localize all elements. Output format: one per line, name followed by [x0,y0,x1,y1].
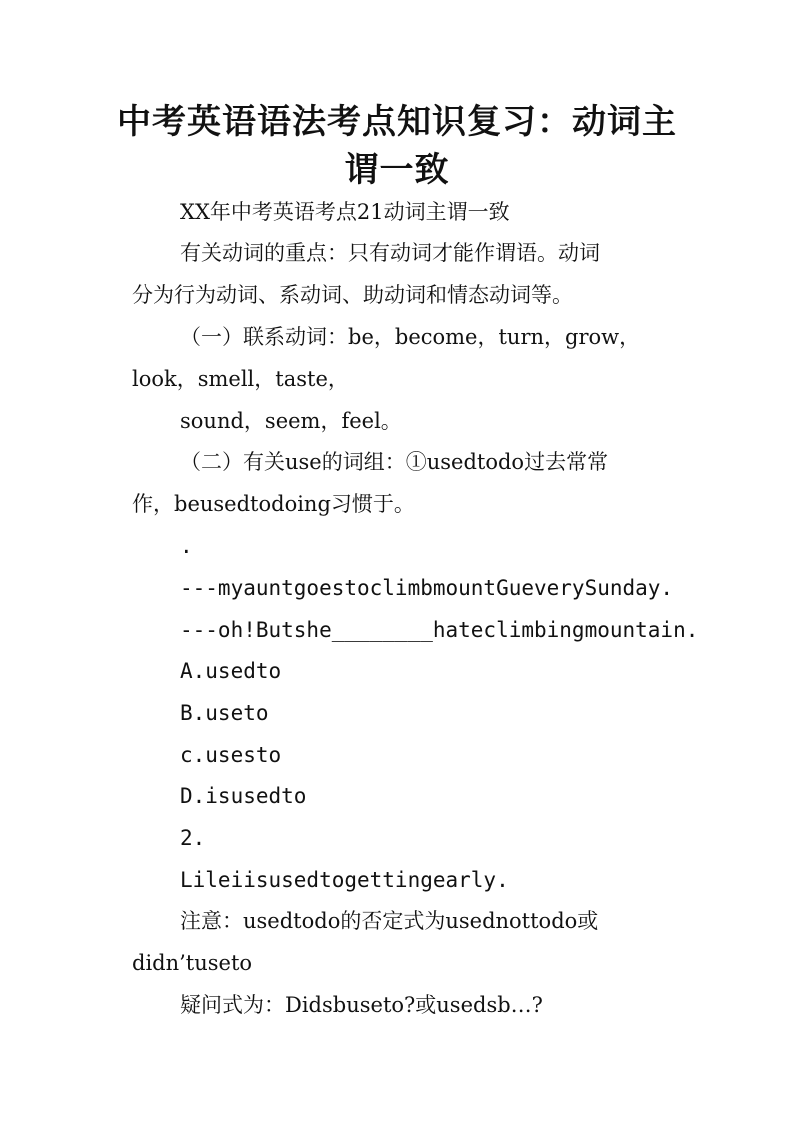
paragraph-line: 有关动词的重点：只有动词才能作谓语。动词 [180,241,600,265]
exercise-dialogue-line: ---myauntgoestoclimbmountGueverySunday. [180,576,674,600]
document-title [100,98,694,194]
paragraph-line: 分为行为动词、系动词、助动词和情态动词等。 [132,283,573,307]
paragraph-heading: XX年中考英语考点21动词主谓一致 [180,200,510,224]
paragraph-line: （二）有关use的词组：①usedtodo过去常常 [180,450,609,474]
exercise-number: . [180,534,193,558]
paragraph-line: （一）联系动词：be，become，turn，grow， [180,325,641,349]
paragraph-line: look，smell，taste， [132,367,349,391]
title-line-1: 中考英语语法考点知识复习：动词主 [117,102,677,142]
answer-option: c.usesto [180,743,282,767]
title-line-2: 谓一致 [344,150,450,190]
exercise-sentence: Lileiisusedtogettingearly. [180,868,509,892]
paragraph-line: 疑问式为：Didsbuseto?或usedsb…? [180,993,543,1017]
paragraph-line: 注意：usedtodo的否定式为usednottodo或 [180,909,599,933]
paragraph-line: sound，seem，feel。 [180,409,402,433]
answer-option: D.isusedto [180,784,307,808]
paragraph-line: 作，beusedtodoing习惯于。 [132,492,415,516]
exercise-dialogue-line: ---oh!Butshe________hateclimbingmountain. [180,618,699,642]
answer-option: B.useto [180,701,269,725]
answer-option: A.usedto [180,659,282,683]
exercise-number: 2. [180,826,206,850]
paragraph-line: didn’tuseto [132,951,253,975]
